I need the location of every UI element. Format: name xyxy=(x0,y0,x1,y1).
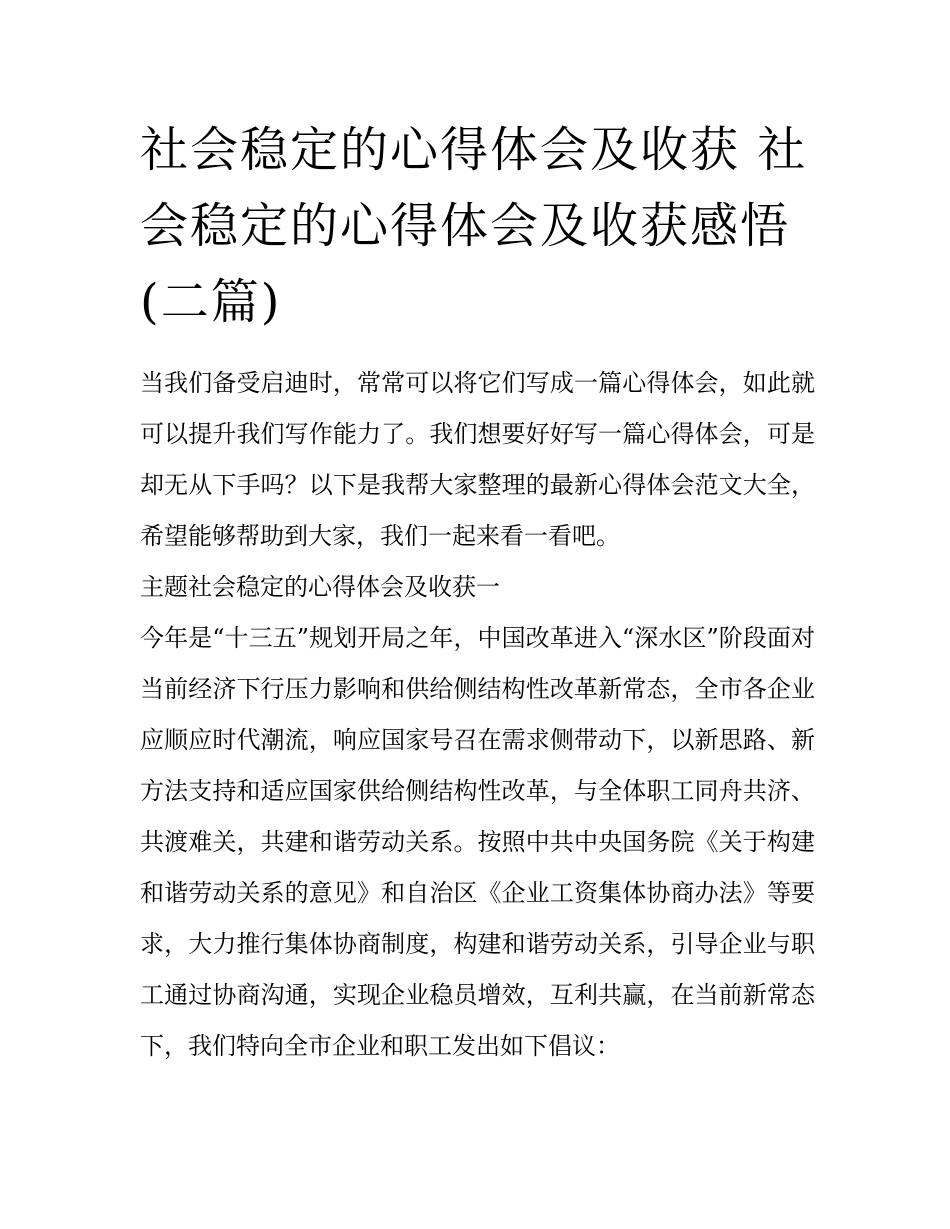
document-body xyxy=(140,358,815,1072)
document-page xyxy=(140,112,815,1072)
document-title: 社会稳定的心得体会及收获 社会稳定的心得体会及收获感悟(二篇) xyxy=(140,122,808,330)
section-heading: 主题社会稳定的心得体会及收获一 xyxy=(140,573,500,601)
body-paragraph: 今年是“十三五”规划开局之年，中国改革进入“深水区”阶段面对当前经济下行压力影响和供给侧结构性改革新常态，全市各企业应顺应时代潮流，响应国家号召在需求侧带动下，以新思路、新方法支持和适应国家供给侧结构性改革，与全体职工同舟共济、共渡难关，共建和谐劳动关系。按照中共中央国务院《关于构建和谐劳动关系的意见》和自治区《企业工资集体协商办法》等要求，大力推行集体协商制度，构建和谐劳动关系，引导企业与职工通过协商沟通，实现企业稳员增效，互利共赢，在当前新常态下，我们特向全市企业和职工发出如下倡议： xyxy=(140,624,815,1060)
intro-paragraph: 当我们备受启迪时，常常可以将它们写成一篇心得体会，如此就可以提升我们写作能力了。我们想要好好写一篇心得体会，可是却无从下手吗？以下是我帮大家整理的最新心得体会范文大全，希望能够帮助到大家，我们一起来看一看吧。 xyxy=(140,369,815,550)
